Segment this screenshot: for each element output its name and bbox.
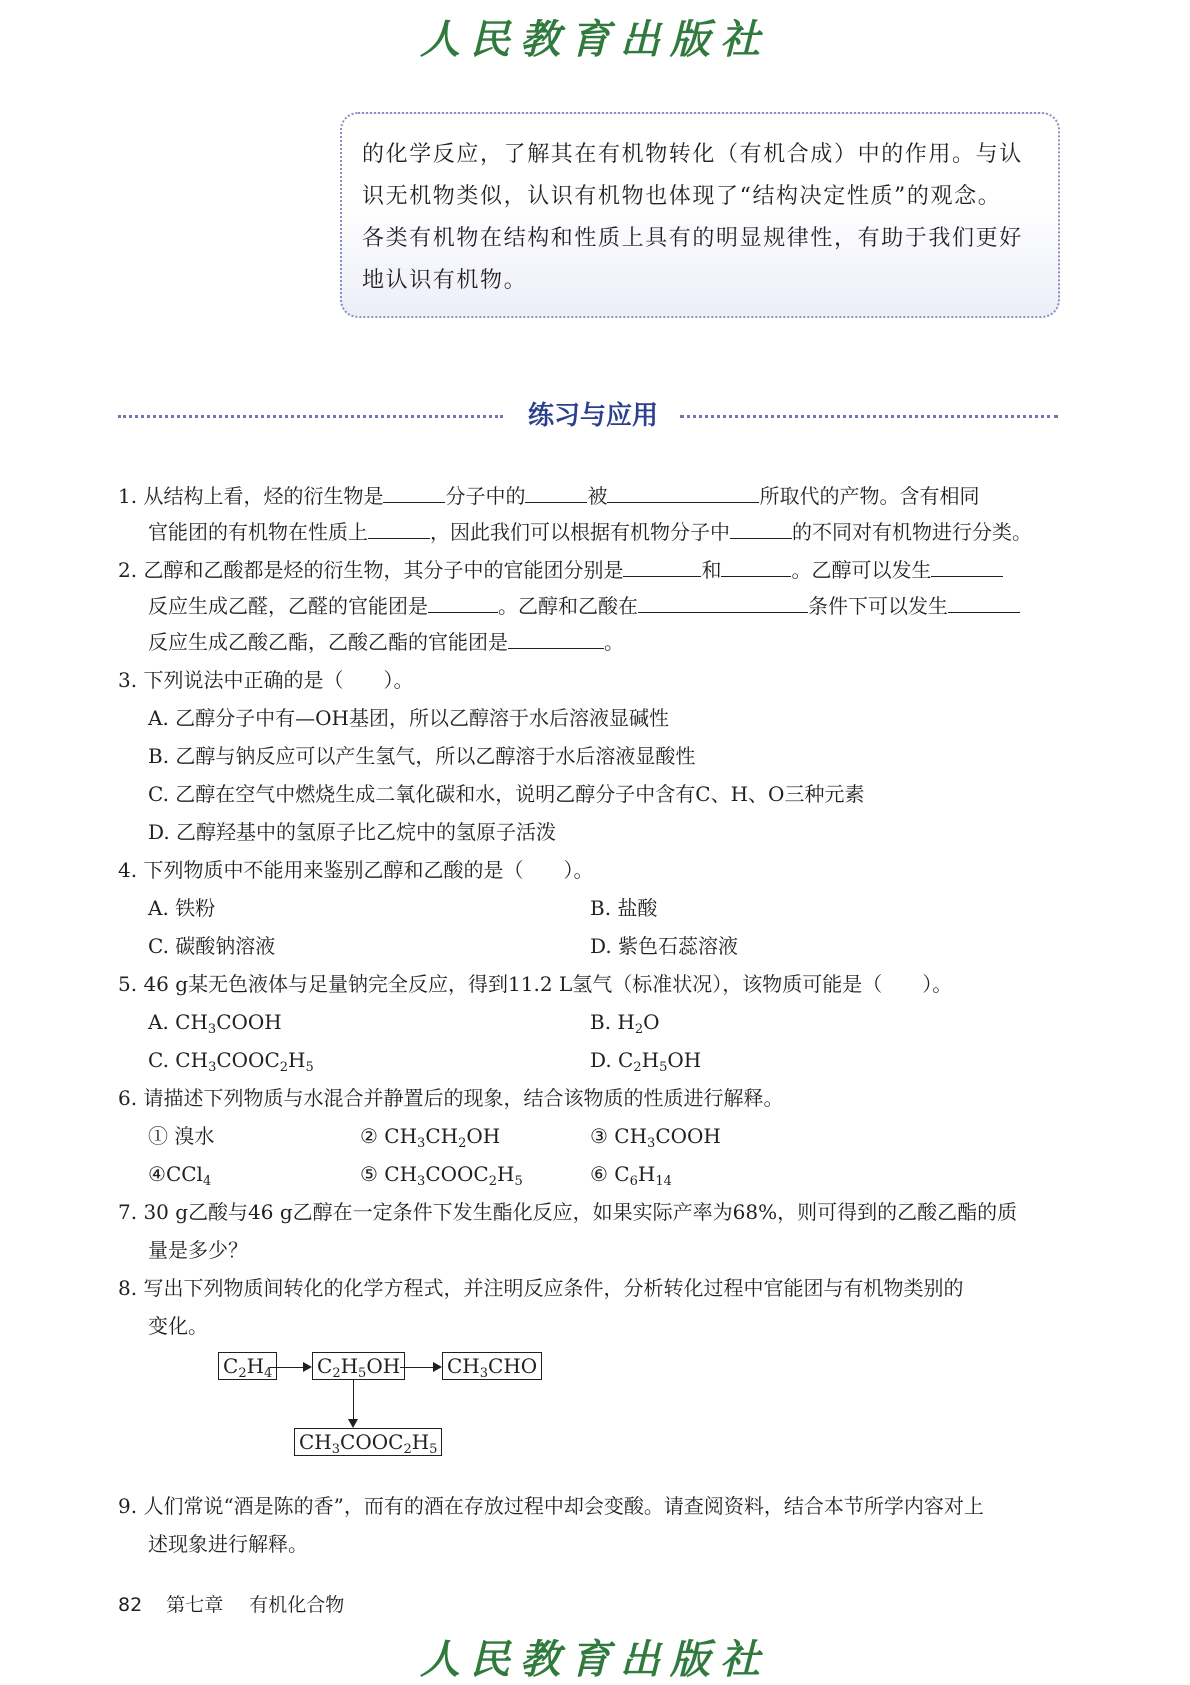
acetaldehyde-box: $CH_3CHO$	[442, 1352, 542, 1380]
option-d[interactable]: D. $C_2H_5OH$	[590, 1048, 702, 1075]
question-7-line-1: 7. 30 g乙酸与46 g乙醇在一定条件下发生酯化反应，如果实际产率为68%，则可得到的乙酸乙酯的质	[118, 1200, 1018, 1224]
question-4-stem: 4. 下列物质中不能用来鉴别乙醇和乙酸的是（ ）。	[118, 858, 594, 882]
substance-item: ② $CH_3CH_2OH$	[360, 1124, 501, 1151]
callout-line: 各类有机物在结构和性质上具有的明显规律性，有助于我们更好	[362, 226, 1023, 251]
question-8-line-1: 8. 写出下列物质间转化的化学方程式，并注明反应条件，分析转化过程中官能团与有机物类别的	[118, 1276, 964, 1300]
option-b[interactable]: B. 乙醇与钠反应可以产生氢气，所以乙醇溶于水后溶液显酸性	[148, 744, 696, 768]
answer-blank[interactable]	[368, 518, 430, 539]
option-row	[148, 932, 1048, 960]
answer-blank[interactable]	[383, 482, 445, 503]
substance-item: ⑤ $CH_3COOC_2H_5$	[360, 1162, 523, 1189]
option-c[interactable]: C. 乙醇在空气中燃烧生成二氧化碳和水，说明乙醇分子中含有C、H、O三种元素	[148, 782, 865, 806]
question-number: 8.	[118, 1276, 138, 1300]
arrow-down	[353, 1380, 354, 1426]
answer-blank[interactable]	[525, 482, 587, 503]
publisher-watermark: 人民教育出版社	[420, 1636, 770, 1683]
section-title: 练习与应用	[527, 401, 658, 431]
question-number: 4.	[118, 858, 138, 882]
question-number: 2.	[118, 558, 138, 582]
summary-callout	[340, 112, 1060, 318]
callout-line: 识无机物类似，认识有机物也体现了“结构决定性质”的观念。	[362, 184, 1002, 209]
substance-row	[148, 1122, 1048, 1150]
question-6-stem: 6. 请描述下列物质与水混合并静置后的现象，结合该物质的性质进行解释。	[118, 1086, 784, 1110]
answer-blank[interactable]	[607, 482, 759, 503]
question-number: 9.	[118, 1494, 138, 1518]
option-c[interactable]: C. 碳酸钠溶液	[148, 934, 276, 958]
ethyl-acetate-box: $CH_3COOC_2H_5$	[294, 1428, 442, 1456]
question-2-line-3: 反应生成乙酸乙酯，乙酸乙酯的官能团是 。	[148, 630, 624, 654]
option-row	[148, 1046, 1048, 1074]
question-5-stem: 5. 46 g某无色液体与足量钠完全反应，得到11.2 L氢气（标准状况），该物质可能是（ ）。	[118, 972, 953, 996]
arrow-right	[400, 1367, 440, 1368]
question-number: 7.	[118, 1200, 138, 1224]
answer-blank[interactable]	[623, 556, 701, 577]
question-2-line-1: 2. 乙醇和乙酸都是烃的衍生物，其分子中的官能团分别是 和 。乙醇可以发生	[118, 556, 1003, 584]
callout-line: 的化学反应，了解其在有机物转化（有机合成）中的作用。与认	[362, 142, 1023, 167]
page-footer	[118, 1590, 344, 1617]
answer-blank[interactable]	[948, 592, 1020, 613]
question-8-line-2: 变化。	[148, 1314, 208, 1338]
answer-blank[interactable]	[428, 592, 498, 613]
option-a[interactable]: A. $CH_3COOH$	[148, 1010, 282, 1037]
option-a[interactable]: A. 乙醇分子中有—OH基团，所以乙醇溶于水后溶液显碱性	[148, 706, 669, 730]
substance-item: ① 溴水	[148, 1124, 215, 1148]
question-number: 6.	[118, 1086, 138, 1110]
option-d[interactable]: D. 乙醇羟基中的氢原子比乙烷中的氢原子活泼	[148, 820, 557, 844]
option-row	[148, 1008, 1048, 1036]
question-9-line-1: 9. 人们常说“酒是陈的香”，而有的酒在存放过程中却会变酸。请查阅资料，结合本节所学内容对上	[118, 1494, 984, 1518]
answer-blank[interactable]	[730, 518, 792, 539]
question-2-line-2: 反应生成乙醛，乙醛的官能团是 。乙醇和乙酸在 条件下可以发生	[148, 592, 1020, 620]
answer-blank[interactable]	[931, 556, 1003, 577]
chapter-title: 有机化合物	[249, 1594, 345, 1616]
arrow-right	[270, 1367, 310, 1368]
section-header	[118, 396, 1058, 436]
callout-line: 地认识有机物。	[362, 268, 528, 293]
answer-blank[interactable]	[638, 592, 808, 613]
question-number: 5.	[118, 972, 138, 996]
answer-blank[interactable]	[721, 556, 791, 577]
substance-item: ⑥ $C_6H_{14}$	[590, 1162, 672, 1189]
option-c[interactable]: C. $CH_3COOC_2H_5$	[148, 1048, 314, 1075]
question-1-line-1: 1. 从结构上看，烃的衍生物是 分子中的 被 所取代的产物。含有相同	[118, 484, 980, 508]
publisher-watermark: 人民教育出版社	[420, 16, 770, 63]
substance-row	[148, 1160, 1048, 1188]
substance-item: ③ $CH_3COOH$	[590, 1124, 721, 1151]
option-b[interactable]: B. $H_2O$	[590, 1010, 660, 1037]
option-b[interactable]: B. 盐酸	[590, 896, 658, 920]
question-3-stem: 3. 下列说法中正确的是（ ）。	[118, 668, 414, 692]
question-7-line-2: 量是多少？	[148, 1238, 248, 1262]
dotted-divider-left	[118, 415, 503, 418]
answer-blank[interactable]	[508, 628, 604, 649]
question-number: 3.	[118, 668, 138, 692]
option-row	[148, 894, 1048, 922]
ethylene-box: $C_2H_4$	[218, 1352, 277, 1380]
dotted-divider-right	[680, 415, 1058, 418]
question-9-line-2: 述现象进行解释。	[148, 1532, 308, 1556]
option-d[interactable]: D. 紫色石蕊溶液	[590, 934, 739, 958]
ethanol-box: $C_2H_5OH$	[312, 1352, 405, 1380]
page-number: 82	[118, 1594, 143, 1616]
option-a[interactable]: A. 铁粉	[148, 896, 216, 920]
chapter-label: 第七章	[166, 1594, 224, 1616]
question-1-line-2: 官能团的有机物在性质上 ，因此我们可以根据有机物分子中 的不同对有机物进行分类。	[148, 520, 1032, 544]
question-number: 1.	[118, 484, 138, 508]
substance-item: ④CCl$_4$	[148, 1162, 212, 1189]
